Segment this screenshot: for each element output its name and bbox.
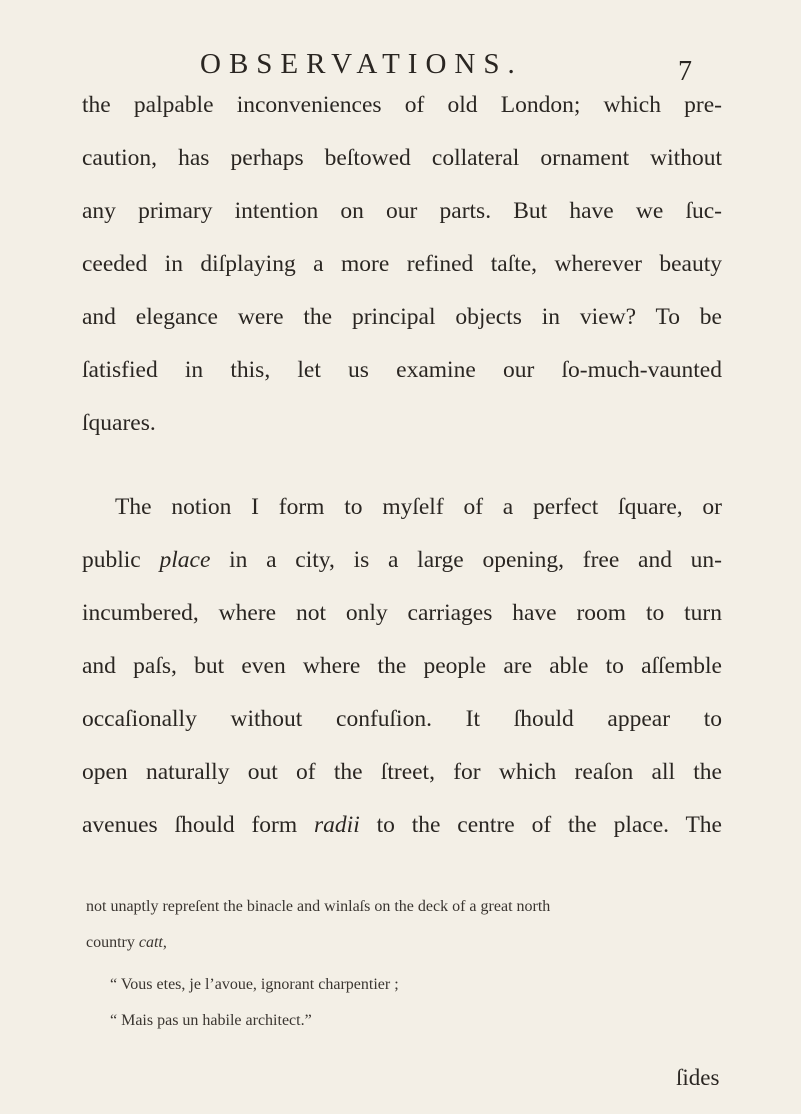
- text-line: incumbered, where not only carriages have room to turn: [82, 600, 722, 626]
- text-line: caution, has perhaps beſtowed collateral ornament without: [82, 145, 722, 171]
- text-line: open naturally out of the ſtreet, for which reaſon all the: [82, 759, 722, 785]
- text-line-with-italic: [82, 547, 722, 574]
- page-number: 7: [678, 56, 692, 87]
- footnote-line: [86, 934, 167, 952]
- text-segment: in a city, is a large opening, free and un-: [210, 547, 722, 573]
- footnote-line: not unaptly repreſent the binacle and winlaſs on the deck of a great north: [86, 898, 551, 915]
- italic-word: catt: [138, 934, 163, 951]
- italic-word: radii: [314, 812, 360, 838]
- text-segment: to the centre of the place. The: [359, 812, 722, 838]
- text-line: and paſs, but even where the people are able to aſſemble: [82, 653, 722, 679]
- text-line: occaſionally without confuſion. It ſhould appear to: [82, 706, 722, 732]
- text-line: The notion I form to myſelf of a perfect ſquare, or: [115, 494, 722, 520]
- catchword: ſides: [676, 1065, 720, 1090]
- italic-word: place: [159, 547, 211, 573]
- text-line-with-italic: [82, 812, 722, 839]
- text-segment: public: [82, 547, 160, 573]
- text-line: any primary intention on our parts. But have we ſuc-: [82, 198, 722, 224]
- text-line: ſatisfied in this, let us examine our ſo-much-vaunted: [82, 357, 722, 383]
- text-line: ſquares.: [82, 410, 156, 436]
- text-line: ceeded in diſplaying a more refined taſte, wherever beauty: [82, 251, 722, 277]
- text-segment: avenues ſhould form: [82, 812, 315, 838]
- text-line: the palpable inconveniences of old London; which pre-: [82, 92, 722, 118]
- footnote-quote-line: “ Mais pas un habile architect.”: [110, 1012, 312, 1029]
- text-line: and elegance were the principal objects in view? To be: [82, 304, 722, 330]
- text-segment: country: [86, 934, 139, 951]
- running-title: OBSERVATIONS.: [200, 48, 523, 80]
- footnote-quote-line: “ Vous etes, je l’avoue, ignorant charpentier ;: [110, 976, 399, 993]
- text-segment: ,: [162, 934, 167, 951]
